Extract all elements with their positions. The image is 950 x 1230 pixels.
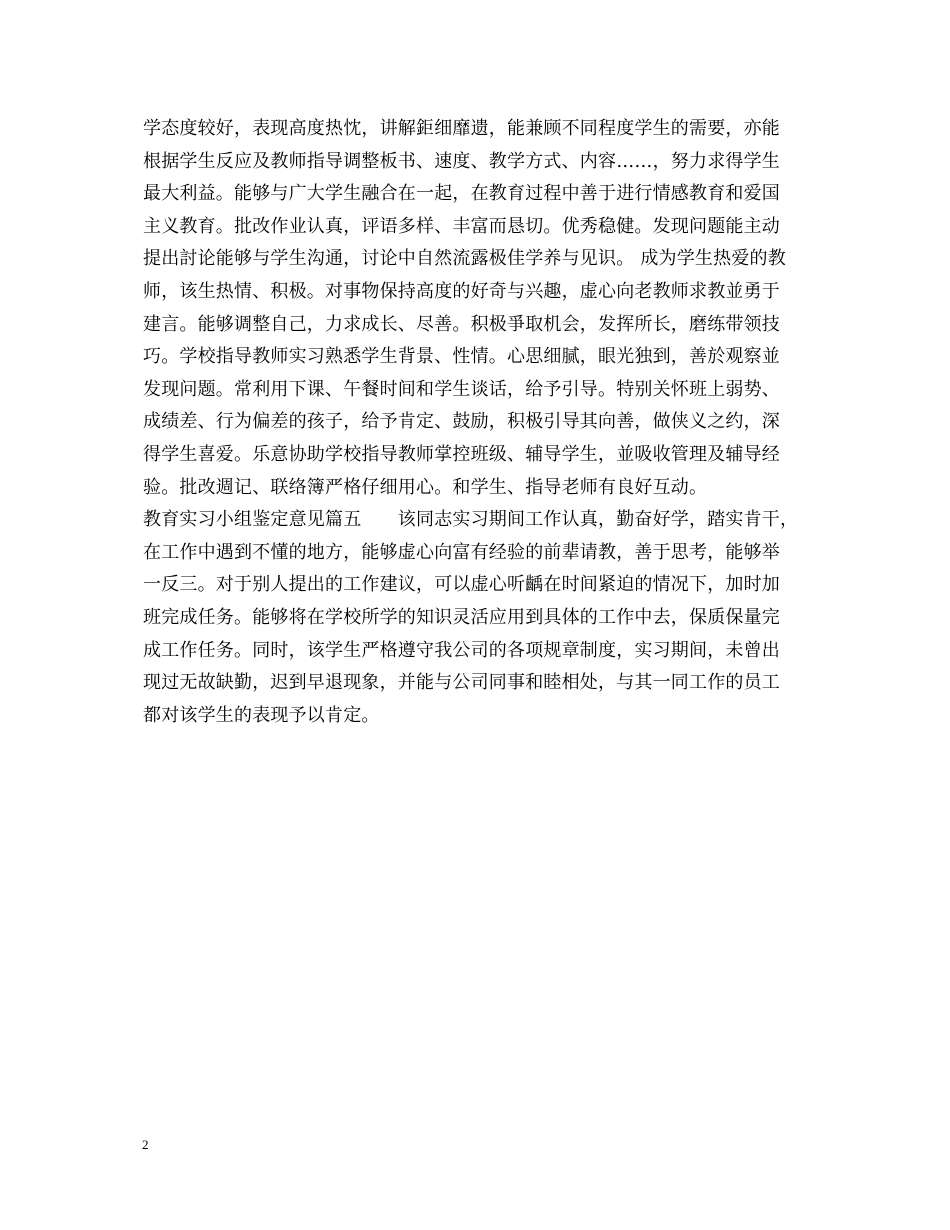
text-line: 得学生喜爱。乐意协助学校指导教师掌控班级、辅导学生，並吸收管理及辅导经 bbox=[143, 443, 780, 465]
text-line: 班完成任务。能够将在学校所学的知识灵活应用到具体的工作中去，保质保量完 bbox=[143, 606, 780, 628]
text-line: 发现问题。常利用下课、午餐时间和学生谈话，给予引导。特别关怀班上弱势、 bbox=[143, 378, 780, 400]
text-line: 巧。学校指导教师实习熟悉学生背景、性情。心思细腻，眼光独到，善於观察並 bbox=[143, 346, 780, 368]
page-number: 2 bbox=[142, 1137, 149, 1152]
text-line: 在工作中遇到不懂的地方，能够虚心向富有经验的前辈请教，善于思考，能够举 bbox=[143, 541, 780, 563]
text-line: 最大利益。能够与广大学生融合在一起，在教育过程中善于进行情感教育和爱国 bbox=[143, 183, 780, 205]
body-text bbox=[143, 113, 833, 732]
text-line: 提出討论能够与学生沟通，讨论中自然流露极佳学养与见识。 成为学生热爱的教 bbox=[143, 248, 786, 270]
text-line: 都对该学生的表现予以肯定。 bbox=[143, 704, 380, 726]
text-line: 现过无故缺勤，迟到早退现象，并能与公司同事和睦相处，与其一同工作的员工 bbox=[143, 672, 780, 694]
text-line: 建言。能够调整自己，力求成长、尽善。积极爭取机会，发挥所长，磨练带领技 bbox=[143, 313, 780, 335]
text-line: 成绩差、行为偏差的孩子，给予肯定、鼓励，积极引导其向善，做侠义之约，深 bbox=[143, 411, 780, 433]
text-line: 成工作任务。同时，该学生严格遵守我公司的各项规章制度，实习期间，未曾出 bbox=[143, 639, 780, 661]
text-line: 根据学生反应及教师指导调整板书、速度、教学方式、内容……，努力求得学生 bbox=[143, 150, 780, 172]
text-line: 学态度较好，表现高度热忱，讲解鉅细靡遗，能兼顾不同程度学生的需要，亦能 bbox=[143, 118, 780, 139]
text-line: 一反三。对于别人提出的工作建议，可以虚心听齲在时间紧迫的情况下，加时加 bbox=[143, 574, 780, 596]
section-line: 教育实习小组鉴定意见篇五 该同志实习期间工作认真，勤奋好学，踏实肯干， bbox=[143, 509, 799, 531]
text-line: 师，该生热情、积极。对事物保持高度的好奇与兴趣，虚心向老教师求教並勇于 bbox=[143, 280, 780, 302]
text-line: 主义教育。批改作业认真，评语多样、丰富而恳切。优秀稳健。发现问题能主动 bbox=[143, 215, 780, 237]
text-line: 验。批改週记、联络簿严格仔细用心。和学生、指导老师有良好互动。 bbox=[143, 476, 708, 498]
